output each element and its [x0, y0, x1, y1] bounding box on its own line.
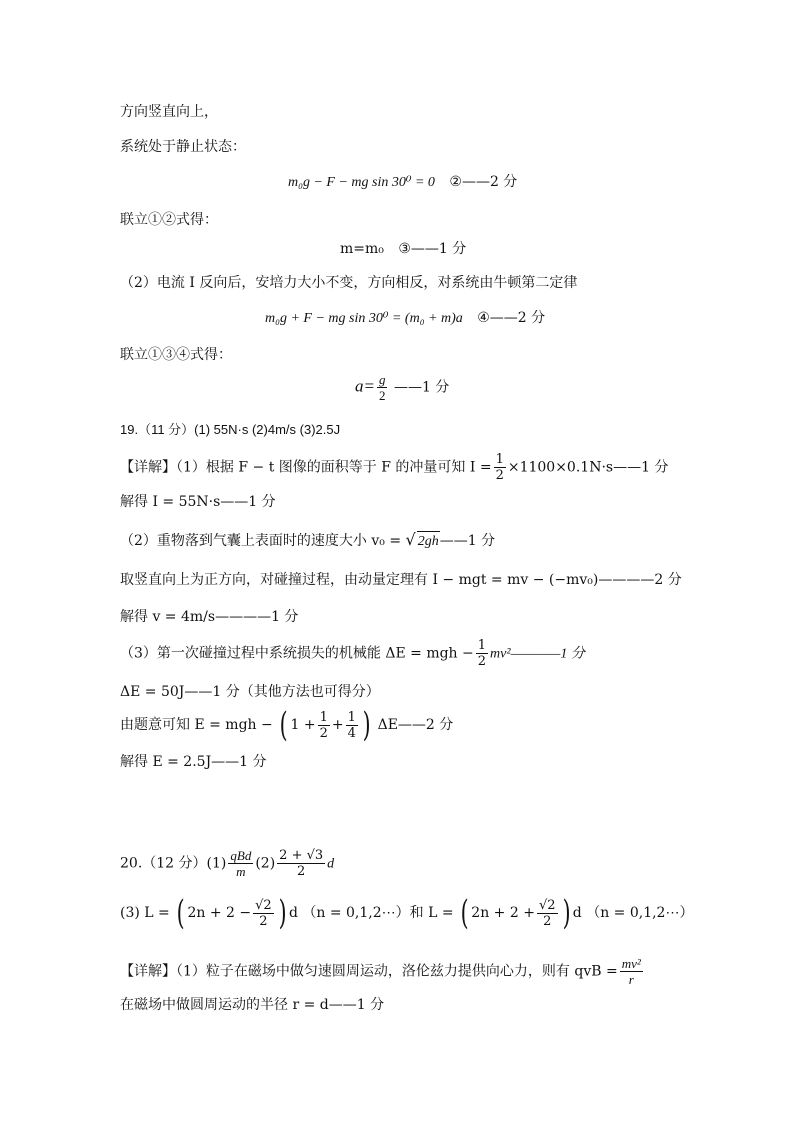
text-line: 方向竖直向上，	[120, 104, 218, 120]
q19-detail-7: ΔE = 50J——1 分（其他方法也可得分）	[120, 684, 380, 700]
q19-detail-3: （2）重物落到气囊上表面时的速度大小 v₀ = √ 2gh——1 分	[120, 530, 495, 552]
equation-2: m₀g − F − mg sin 30⁰ = 0 ②——2 分	[288, 174, 518, 190]
q20-detail-1: 【详解】（1）粒子在磁场中做匀速圆周运动，洛伦兹力提供向心力，则有 qvB = $\frac{\text{mv²}}{r}$	[120, 956, 641, 987]
equation-tag: ②——2 分	[449, 174, 518, 190]
q19-detail-8: 由题意可知 E = mgh − ( 1 + $\frac{1}{2}$ + $\frac{1}{4}$ ) ΔE——2 分	[120, 705, 454, 745]
text-line: 联立①②式得：	[120, 212, 218, 228]
question-20-header: 20.（12 分）(1) $\frac{\text{qBd}}{m}$ (2) $\frac{2 + √3}{2}$ d	[120, 848, 335, 879]
q19-detail-1: 【详解】（1）根据 F − t 图像的面积等于 F 的冲量可知 I = $\frac{1}{2}$ ×1100×0.1N·s——1 分	[120, 452, 669, 483]
text-line: 联立①③④式得：	[120, 347, 232, 363]
q19-detail-5: 解得 v = 4m/s————1 分	[120, 609, 299, 625]
equation-5: a= $\frac{g}{2}$ ——1 分	[355, 372, 450, 403]
question-19-header: 19.（11 分）(1) 55N·s (2)4m/s (3)2.5J	[120, 422, 341, 437]
equation-4: m₀g + F − mg sin 30⁰ = (m₀ + m)a ④——2 分	[265, 310, 546, 326]
text-line: （2）电流 I 反向后，安培力大小不变，方向相反，对系统由牛顿第二定律	[120, 275, 578, 291]
q19-detail-4: 取竖直向上为正方向，对碰撞过程，由动量定理有 I − mgt = mv − (−mv₀)————2 分	[120, 572, 682, 588]
equation-3: m=m₀ ③——1 分	[340, 241, 467, 257]
equation-tag: ④——2 分	[477, 310, 546, 326]
q19-detail-9: 解得 E = 2.5J——1 分	[120, 754, 267, 770]
q19-detail-2: 解得 I = 55N·s——1 分	[120, 494, 276, 510]
q19-detail-6: （3）第一次碰撞过程中系统损失的机械能 ΔE = mgh − $\frac{1}{2}$ mv²————1 分	[120, 638, 585, 669]
q20-detail-2: 在磁场中做圆周运动的半径 r = d——1 分	[120, 997, 385, 1013]
question-20-part-3: (3) L = ( 2n + 2 − $\frac{√2}{2}$ ) d （n = 0,1,2⋯）和 L = ( 2n + 2 + $\frac{√2}{2}$ ) d （n = 0,1,2⋯）	[120, 893, 694, 933]
equation-tag: ③——1 分	[398, 241, 467, 257]
equation-tag: ——1 分	[393, 379, 450, 396]
text-line: 系统处于静止状态：	[120, 139, 246, 155]
